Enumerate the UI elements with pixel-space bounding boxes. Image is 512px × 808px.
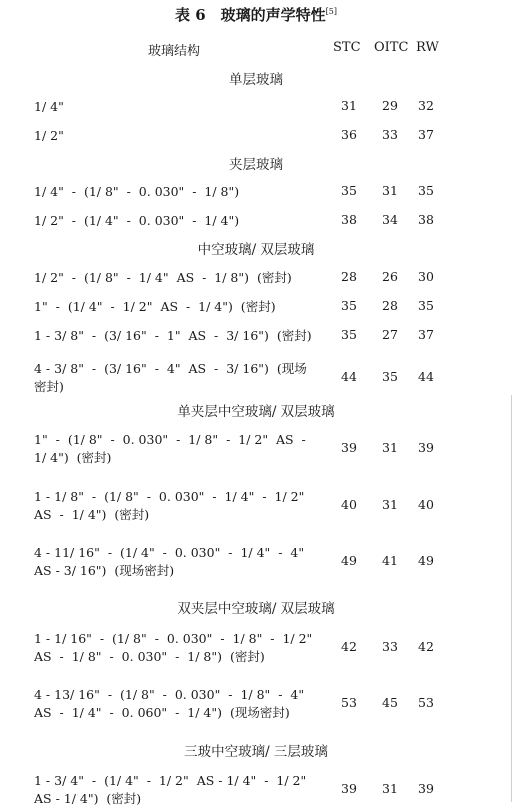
stc-value: 28	[341, 269, 357, 284]
glass-structure-label	[34, 544, 304, 580]
rw-value: 37	[418, 327, 434, 342]
header-rw: RW	[416, 40, 439, 55]
label-line: AS - 1/ 4") (密封)	[34, 507, 150, 522]
label-line: 1" - (1/ 8" - 0. 030" - 1/ 8" - 1/ 2" AS -	[34, 432, 306, 447]
header-oitc: OITC	[374, 40, 409, 55]
table-title	[0, 4, 512, 25]
oitc-value: 45	[382, 695, 398, 710]
rw-value: 42	[418, 639, 434, 654]
rw-value: 30	[418, 269, 434, 284]
glass-structure-label	[34, 298, 276, 316]
label-line: 1 - 3/ 8" - (3/ 16" - 1" AS - 3/ 16") (密封)	[34, 328, 312, 343]
label-line: AS - 1/ 4" - 0. 060" - 1/ 4") (现场密封)	[34, 705, 290, 720]
glass-structure-label	[34, 212, 239, 230]
stc-value: 39	[341, 781, 357, 796]
section-heading: 单层玻璃	[229, 72, 283, 88]
section-heading: 中空玻璃/ 双层玻璃	[197, 242, 315, 258]
section-heading: 三玻中空玻璃/ 三层玻璃	[184, 744, 328, 760]
oitc-value: 35	[382, 369, 398, 384]
glass-structure-label	[34, 360, 307, 396]
oitc-value: 31	[382, 781, 398, 796]
label-line: 1/ 4") (密封)	[34, 450, 112, 465]
stc-value: 40	[341, 497, 357, 512]
rw-value: 32	[418, 98, 434, 113]
header-stc: STC	[333, 40, 361, 55]
rw-value: 44	[418, 369, 434, 384]
oitc-value: 33	[382, 639, 398, 654]
oitc-value: 31	[382, 183, 398, 198]
table-title-text: 表 6 玻璃的声学特性	[174, 6, 326, 24]
stc-value: 38	[341, 212, 357, 227]
label-line: 密封)	[34, 379, 64, 394]
stc-value: 35	[341, 298, 357, 313]
glass-structure-label	[34, 686, 304, 722]
glass-structure-label	[34, 327, 312, 345]
label-line: 4 - 3/ 8" - (3/ 16" - 4" AS - 3/ 16") (现场	[34, 361, 307, 376]
glass-structure-label	[34, 772, 306, 808]
rw-value: 37	[418, 127, 434, 142]
glass-structure-label	[34, 183, 239, 201]
stc-value: 39	[341, 440, 357, 455]
label-line: 1/ 2"	[34, 128, 64, 143]
rw-value: 39	[418, 781, 434, 796]
oitc-value: 41	[382, 553, 398, 568]
rw-value: 39	[418, 440, 434, 455]
stc-value: 44	[341, 369, 357, 384]
label-line: AS - 3/ 16") (现场密封)	[34, 563, 175, 578]
section-heading: 单夹层中空玻璃/ 双层玻璃	[177, 404, 335, 420]
label-line: AS - 1/ 4") (密封)	[34, 791, 142, 806]
label-line: 1/ 4"	[34, 99, 64, 114]
rw-value: 38	[418, 212, 434, 227]
oitc-value: 29	[382, 98, 398, 113]
section-heading: 夹层玻璃	[229, 157, 283, 173]
label-line: 1 - 3/ 4" - (1/ 4" - 1/ 2" AS - 1/ 4" - 1/ 2"	[34, 773, 307, 788]
label-line: 1" - (1/ 4" - 1/ 2" AS - 1/ 4") (密封)	[34, 299, 276, 314]
stc-value: 53	[341, 695, 357, 710]
stc-value: 49	[341, 553, 357, 568]
label-line: 1/ 2" - (1/ 8" - 1/ 4" AS - 1/ 8") (密封)	[34, 270, 292, 285]
oitc-value: 26	[382, 269, 398, 284]
stc-value: 35	[341, 183, 357, 198]
reference-marker: [5]	[325, 7, 337, 16]
rw-value: 49	[418, 553, 434, 568]
label-line: 4 - 11/ 16" - (1/ 4" - 0. 030" - 1/ 4" - 4"	[34, 545, 305, 560]
glass-structure-label	[34, 488, 304, 524]
glass-structure-label	[34, 98, 64, 116]
rw-value: 35	[418, 298, 434, 313]
label-line: 1 - 1/ 8" - (1/ 8" - 0. 030" - 1/ 4" - 1/ 2"	[34, 489, 305, 504]
oitc-value: 31	[382, 440, 398, 455]
oitc-value: 28	[382, 298, 398, 313]
oitc-value: 31	[382, 497, 398, 512]
glass-structure-label	[34, 269, 292, 287]
glass-structure-label	[34, 431, 306, 467]
header-structure: 玻璃结构	[148, 44, 201, 59]
label-line: 4 - 13/ 16" - (1/ 8" - 0. 030" - 1/ 8" - 4"	[34, 687, 305, 702]
label-line: 1/ 4" - (1/ 8" - 0. 030" - 1/ 8")	[34, 184, 240, 199]
oitc-value: 33	[382, 127, 398, 142]
oitc-value: 34	[382, 212, 398, 227]
label-line: AS - 1/ 8" - 0. 030" - 1/ 8") (密封)	[34, 649, 265, 664]
rw-value: 53	[418, 695, 434, 710]
stc-value: 42	[341, 639, 357, 654]
stc-value: 36	[341, 127, 357, 142]
glass-structure-label	[34, 127, 64, 145]
stc-value: 31	[341, 98, 357, 113]
label-line: 1/ 2" - (1/ 4" - 0. 030" - 1/ 4")	[34, 213, 240, 228]
rw-value: 35	[418, 183, 434, 198]
label-line: 1 - 1/ 16" - (1/ 8" - 0. 030" - 1/ 8" - 1/ 2"	[34, 631, 313, 646]
glass-structure-label	[34, 630, 312, 666]
stc-value: 35	[341, 327, 357, 342]
oitc-value: 27	[382, 327, 398, 342]
rw-value: 40	[418, 497, 434, 512]
section-heading: 双夹层中空玻璃/ 双层玻璃	[177, 601, 335, 617]
